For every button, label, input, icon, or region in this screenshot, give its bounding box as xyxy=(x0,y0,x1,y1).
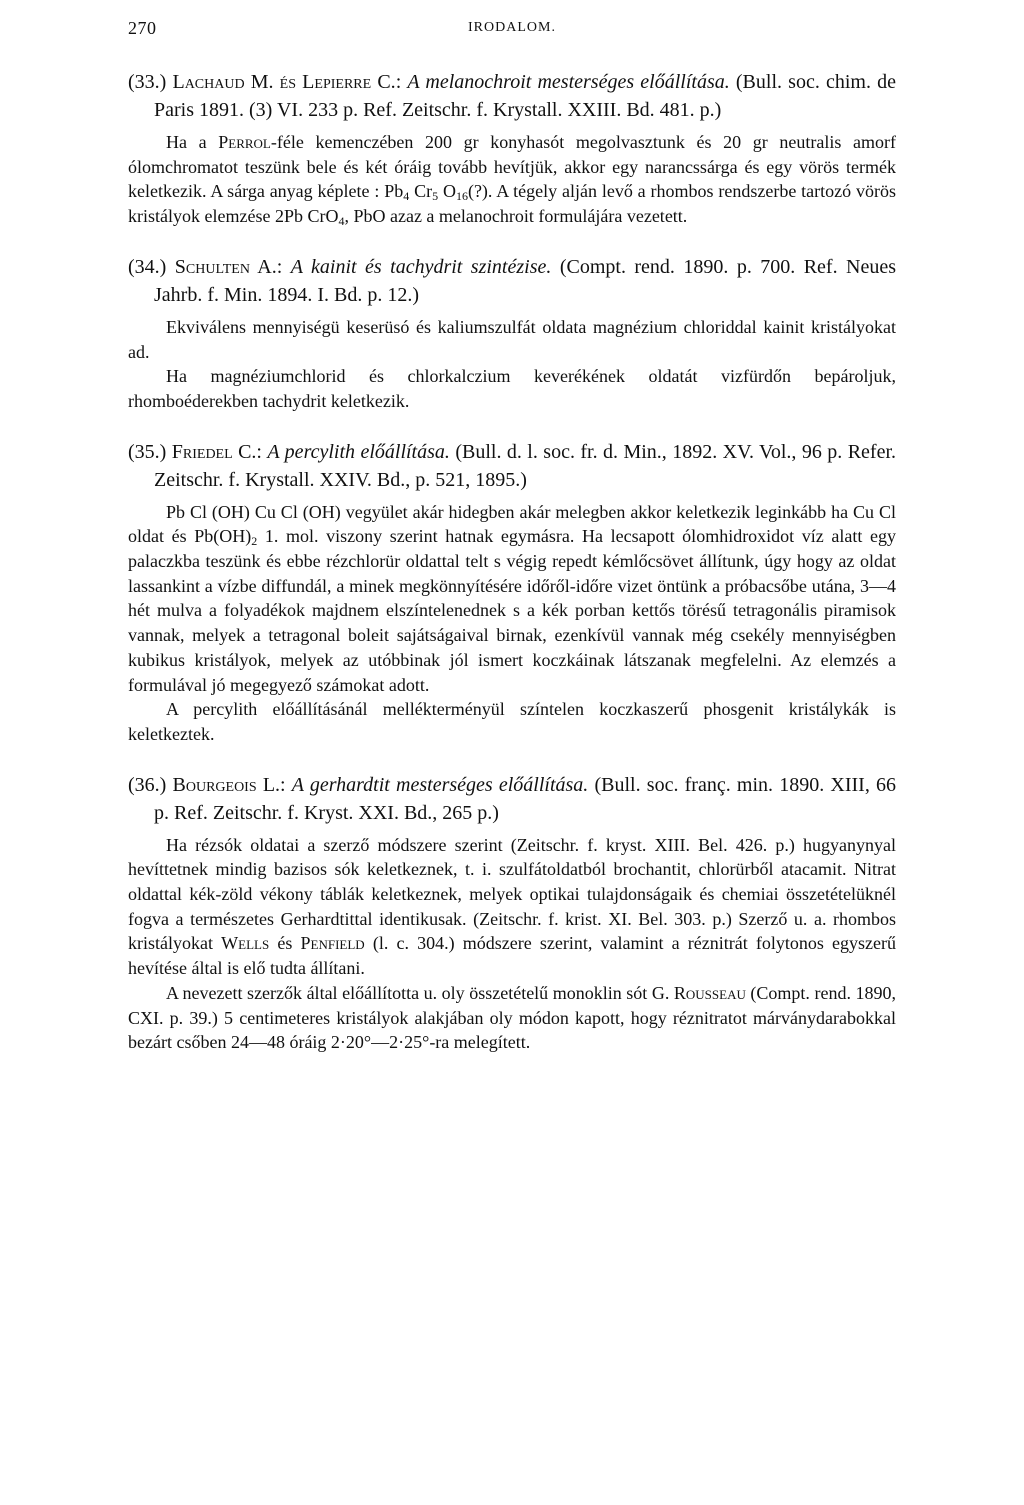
entry-title: A percylith előállítása. xyxy=(267,440,450,463)
paragraph: Ha rézsók oldatai a szerző módszere szerint (Zeitschr. f. kryst. XIII. Bel. 426. p.) hugyanynyal hevíttetnek mindig bazisos sók keletkeznek, t. i. szulfátoldatból brochantit, chlorürből atacamit. Nitrat oldattal kék-zöld vékony táblák keletkeznek, melyek optikai tulajdonságaik és chemiai összetételüknél fogva a természetes Gerhardtittal identikusak. (Zeitschr. f. krist. XI. Bel. 303. p.) Szerző u. a. rhombos kristályokat Wells és Penfield (l. c. 304.) módszere szerint, valamint a réznitrát folytonos egyszerű hevítése által is elő tudta állítani. xyxy=(128,834,897,979)
entry-source: (Bull. d. l. soc. fr. d. Min., 1892. XV. Vol., 96 p. Refer. Zeitschr. f. Krystall. XXIV. Bd., p. 521, 1895.) xyxy=(154,440,897,491)
entry-source: (Bull. soc. chim. de Paris 1891. (3) VI. 233 p. Ref. Zeitschr. f. Krystall. XXIII. Bd. 481. p.) xyxy=(154,71,896,121)
entry-number: (36.) xyxy=(128,773,167,796)
entry-title: A gerhardtit mesterséges előállítása. xyxy=(291,773,589,796)
citation-33: (33.) Lachaud M. és Lepierre C.: A melanochroit mesterséges előállítása. (Bull. soc. chim. de Paris 1891. (3) VI. 233 p. Ref. Zeitschr. f. Krystall. XXIII. Bd. 481. p.) xyxy=(128,71,896,121)
citation-35: (35.) Friedel C.: A percylith előállítása. (Bull. d. l. soc. fr. d. Min., 1892. XV. Vol., 96 p. Refer. Zeitschr. f. Krystall. XXIV. Bd., p. 521, 1895.) xyxy=(128,440,897,491)
entry-title: A kainit és tachydrit szintézise. xyxy=(290,255,552,278)
entry-body xyxy=(128,500,896,747)
entry-body xyxy=(128,130,896,229)
subscript: 16 xyxy=(455,189,468,204)
author-name: Perrol xyxy=(218,132,271,152)
page-number: 270 xyxy=(128,18,157,38)
citation-36: (36.) Bourgeois L.: A gerhardtit mesterséges előállítása. (Bull. soc. franç. min. 1890. XIII, 66 p. Ref. Zeitschr. f. Kryst. XXI. Bd., 265 p.) xyxy=(128,773,897,824)
entry-body xyxy=(128,315,896,414)
entry-title: A melanochroit mesterséges előállítása. xyxy=(407,71,730,93)
entry-author: Lachaud M. és Lepierre C. xyxy=(172,71,396,93)
entry-source: (Compt. rend. 1890. p. 700. Ref. Neues Jahrb. f. Min. 1894. I. Bd. p. 12.) xyxy=(154,255,897,306)
paragraph: Ha magnéziumchlorid és chlorkalczium keverékének oldatát vizfürdőn bepároljuk, rhomboéderekben tachydrit keletkezik. xyxy=(128,366,896,411)
entry-source: (Bull. soc. franç. min. 1890. XIII, 66 p. Ref. Zeitschr. f. Kryst. XXI. Bd., 265 p.) xyxy=(154,773,897,824)
author-name: Rousseau xyxy=(673,982,746,1003)
running-title: IRODALOM. xyxy=(468,20,556,35)
author-name: Penfield xyxy=(300,933,365,954)
running-head xyxy=(128,18,896,44)
paragraph: Ekviválens mennyiségü keserüsó és kaliumszulfát oldata magnézium chloriddal kainit kristályokat ad. xyxy=(128,316,896,362)
subscript: 4 xyxy=(338,214,345,229)
citation-34: (34.) Schulten A.: A kainit és tachydrit szintézise. (Compt. rend. 1890. p. 700. Ref. Neues Jahrb. f. Min. 1894. I. Bd. p. 12.) xyxy=(128,255,897,306)
author-name: Wells xyxy=(221,933,270,954)
entry-author: Friedel C. xyxy=(171,440,257,463)
entry-number: (34.) xyxy=(128,255,167,278)
entry-number: (33.) xyxy=(128,71,167,93)
subscript: 2 xyxy=(251,534,258,549)
entry-36 xyxy=(128,771,896,1055)
entry-33 xyxy=(128,68,896,229)
paragraph: Ha a Perrol-féle kemenczében 200 gr konyhasót megolvasztunk és 20 gr neutralis amorf ólomchromatot teszünk bele és két óráig tovább hevítjük, akkor egy narancssárga és egy vörös termék keletkezik. A sárga anyag képlete : $Pb_4$ $Cr_5$ $O_{16}(?)$. A tégely alján levő a rhombos rendszerbe tartozó vörös kristályok elemzése 2Pb CrO$_4$, PbO azaz a melanochroit formulájára vezetett. xyxy=(128,132,897,229)
subscript: 5 xyxy=(432,189,439,204)
paragraph: A nevezett szerzők által előállította u. oly összetételű monoklin sót G. Rousseau (Compt. rend. 1890, CXI. p. 39.) 5 centimeteres kristályok alakjában oly módon kapott, hogy réznitratot márványdarabokkal bezárt csőben 24—48 óráig 2·20°—2·25°-ra melegített. xyxy=(128,982,896,1053)
entry-35 xyxy=(128,438,896,747)
entry-34 xyxy=(128,253,896,414)
entry-author: Bourgeois L. xyxy=(172,773,281,796)
entry-number: (35.) xyxy=(128,440,167,463)
paragraph: A percylith előállításánál mellékterményül színtelen koczkaszerű phosgenit kristálykák is keletkeztek. xyxy=(128,699,896,744)
subscript: 4 xyxy=(403,189,410,204)
entry-body xyxy=(128,833,896,1055)
entry-author: Schulten A. xyxy=(174,255,277,278)
paragraph: Pb Cl (OH) Cu Cl (OH) vegyület akár hidegben akár melegben akkor keletkezik leginkább ha Cu Cl oldat és $Pb(OH)_2$ 1. mol. viszony szerint hatnak egymásra. Ha lecsapott ólomhidroxidot víz alatt egy palaczkba teszünk és ebbe rézchlorür oldattal telt s végig repedt kémlőcsövet állítunk, úgy hogy az oldat lassankint a vízbe diffundál, a minek megkönnyítésére időről-időre vizet öntünk a próbacsőbe utána, 3—4 hét mulva a folyadékok majdnem elszíntelenednek s a kék porban kettős törésű tetragonális piramisok vannak, melyek a tetragonal boleit sajátságaival birnak, ezenkívül vannak még csekély mennyiségben kubikus kristályok, melyek az utóbbinak jól ismert koczkáinak látszanak megfelelni. Az elemzés a formulával jó megegyező számokat adott. xyxy=(128,501,897,695)
